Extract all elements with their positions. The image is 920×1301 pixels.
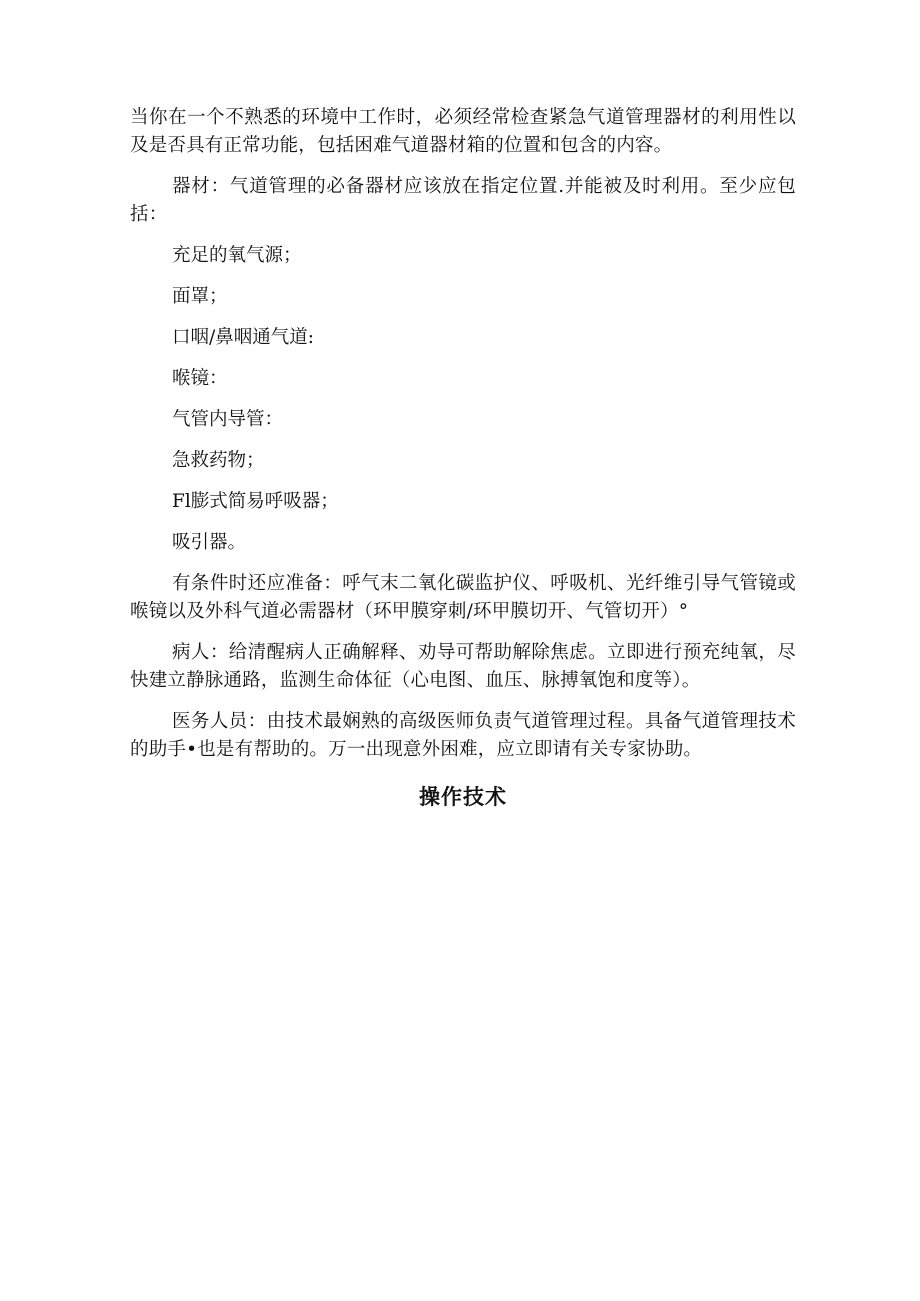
list-item: 急救药物； — [172, 450, 265, 471]
intro-paragraph: 当你在一个不熟悉的环境中工作时，必须经常检查紧急气道管理器材的利用性以及是否具有正常功能，包括困难气道器材箱的位置和包含的内容。 — [130, 107, 796, 156]
list-item: 充足的氧气源； — [172, 245, 302, 266]
equipment-list — [130, 242, 796, 557]
equipment-intro-paragraph: 器材：气道管理的必备器材应该放在指定位置.并能被及时利用。至少应包括： — [130, 176, 796, 225]
list-item: Fl膨式简易呼吸器； — [172, 491, 339, 512]
patient-paragraph: 病人：给清醒病人正确解释、劝导可帮助解除焦虑。立即进行预充纯氧，尽快建立静脉通路，监测生命体征（心电图、血压、脉搏氧饱和度等）。 — [130, 642, 796, 691]
staff-paragraph: 医务人员：由技术最娴熟的高级医师负责气道管理过程。具备气道管理技术的助手•也是有帮助的。万一出现意外困难，应立即请有关专家协助。 — [130, 711, 796, 760]
list-item: 吸引器。 — [172, 532, 247, 553]
conditional-equipment-paragraph: 有条件时还应准备：呼气末二氧化碳监护仪、呼吸机、光纤维引导气管镜或喉镜以及外科气道必需器材（环甲膜穿刺/环甲膜切开、气管切开）° — [130, 573, 796, 622]
document-page — [130, 104, 796, 811]
list-item: 面罩； — [172, 286, 228, 307]
section-heading: 操作技术 — [419, 785, 507, 809]
list-item: 口咽/鼻咽通气道: — [172, 327, 314, 348]
list-item: 喉镜： — [172, 368, 228, 389]
list-item: 气管内导管： — [172, 409, 284, 430]
